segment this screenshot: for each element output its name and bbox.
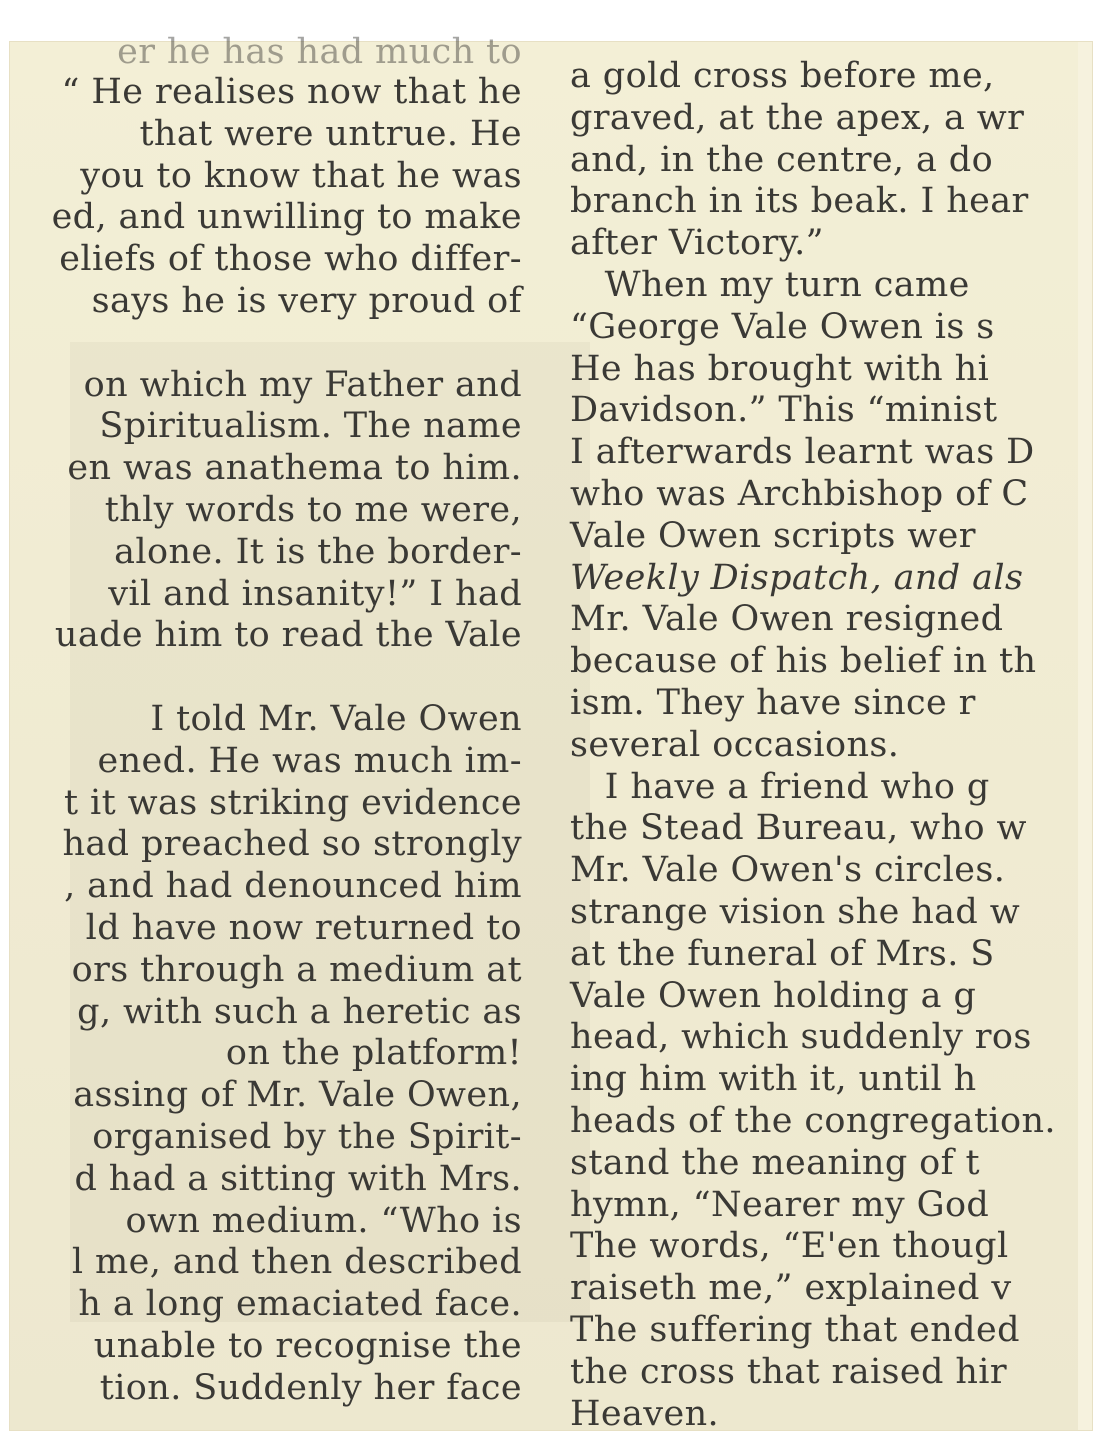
text-line: ism. They have since r	[570, 682, 976, 723]
text-line: When my turn came	[570, 264, 970, 305]
text-line: the cross that raised hir	[570, 1351, 1008, 1392]
text-line: strange vision she had w	[570, 891, 1021, 932]
text-line: organised by the Spirit-	[92, 1116, 522, 1157]
clipping-right-edge	[1078, 42, 1092, 1430]
text-line: a gold cross before me,	[570, 56, 995, 96]
text-line: I afterwards learnt was D	[570, 432, 1035, 473]
text-line: tion. Suddenly her face	[99, 1367, 522, 1408]
text-line: unable to recognise the	[93, 1325, 522, 1366]
text-line: “George Vale Owen is s	[570, 306, 995, 347]
text-line: eliefs of those who differ-	[59, 239, 522, 280]
right-text-column	[562, 42, 1070, 1435]
text-line: stand the meaning of t	[570, 1142, 981, 1183]
text-line: branch in its beak. I hear	[570, 181, 1029, 222]
text-line: The words, “E'en thougl	[570, 1226, 1009, 1267]
text-line: t it was striking evidence	[64, 782, 522, 823]
text-line: er he has had much to	[117, 32, 522, 72]
text-line: uade him to read the Vale	[54, 615, 522, 656]
text-line: I told Mr. Vale Owen	[150, 698, 522, 739]
text-line: assing of Mr. Vale Owen,	[73, 1075, 522, 1116]
text-line: that were untrue. He	[139, 113, 522, 154]
text-line: raiseth me,” explained v	[570, 1268, 1012, 1309]
text-line: vil and insanity!” I had	[108, 573, 522, 614]
text-line: Mr. Vale Owen resigned	[570, 599, 1004, 640]
text-line: “ He realises now that he	[61, 72, 522, 112]
text-line: and, in the centre, a do	[570, 139, 994, 180]
text-line: thly words to me were,	[104, 489, 522, 530]
text-line: says he is very proud of	[91, 280, 522, 321]
text-line: g, with such a heretic as	[77, 991, 522, 1032]
text-line: Davidson.” This “minist	[570, 390, 998, 431]
text-line: Vale Owen scripts wer	[570, 515, 976, 556]
text-line: head, which suddenly ros	[570, 1017, 1032, 1058]
text-line: d had a sitting with Mrs.	[74, 1158, 522, 1199]
text-line: ing him with it, until h	[570, 1059, 977, 1100]
text-line: after Victory.”	[570, 223, 824, 264]
text-line: ed, and unwilling to make	[51, 197, 522, 238]
text-line: graved, at the apex, a wr	[570, 97, 1025, 138]
text-line: , and had denounced him	[64, 866, 522, 907]
text-line: hymn, “Nearer my God	[570, 1184, 990, 1225]
text-line: heads of the congregation.	[570, 1100, 1056, 1141]
text-line: several occasions.	[570, 724, 900, 765]
text-line: on which my Father and	[83, 364, 522, 405]
text-line: The suffering that ended	[570, 1309, 1020, 1350]
text-line: Weekly Dispatch, and als	[570, 557, 1024, 598]
text-line: you to know that he was	[80, 155, 522, 196]
text-line: Mr. Vale Owen's circles.	[570, 850, 1006, 891]
text-line: at the funeral of Mrs. S	[570, 933, 995, 974]
text-line: ors through a medium at	[71, 949, 522, 990]
text-line: ened. He was much im-	[97, 740, 522, 781]
newspaper-clipping	[10, 32, 1092, 1434]
text-line: h a long emaciated face.	[78, 1284, 522, 1325]
text-line: alone. It is the border-	[114, 531, 522, 572]
text-line: because of his belief in th	[570, 641, 1037, 682]
text-line: had preached so strongly	[62, 824, 522, 865]
left-text-column	[10, 32, 526, 1410]
text-line: who was Archbishop of C	[570, 473, 1029, 514]
text-line: own medium. “Who is	[125, 1200, 522, 1241]
paragraph-gap	[10, 657, 526, 699]
text-line: the Stead Bureau, who w	[570, 808, 1027, 849]
text-line: ld have now returned to	[85, 907, 522, 948]
text-line: Heaven.	[570, 1393, 720, 1434]
text-line: en was anathema to him.	[67, 448, 522, 489]
text-line: I have a friend who g	[570, 766, 990, 807]
paragraph-gap	[10, 323, 526, 365]
text-line: He has brought with hi	[570, 348, 990, 389]
text-line: Vale Owen holding a g	[570, 975, 977, 1016]
text-line: on the platform!	[225, 1033, 522, 1074]
text-line: l me, and then described	[71, 1242, 522, 1283]
text-line: Spiritualism. The name	[99, 406, 522, 447]
